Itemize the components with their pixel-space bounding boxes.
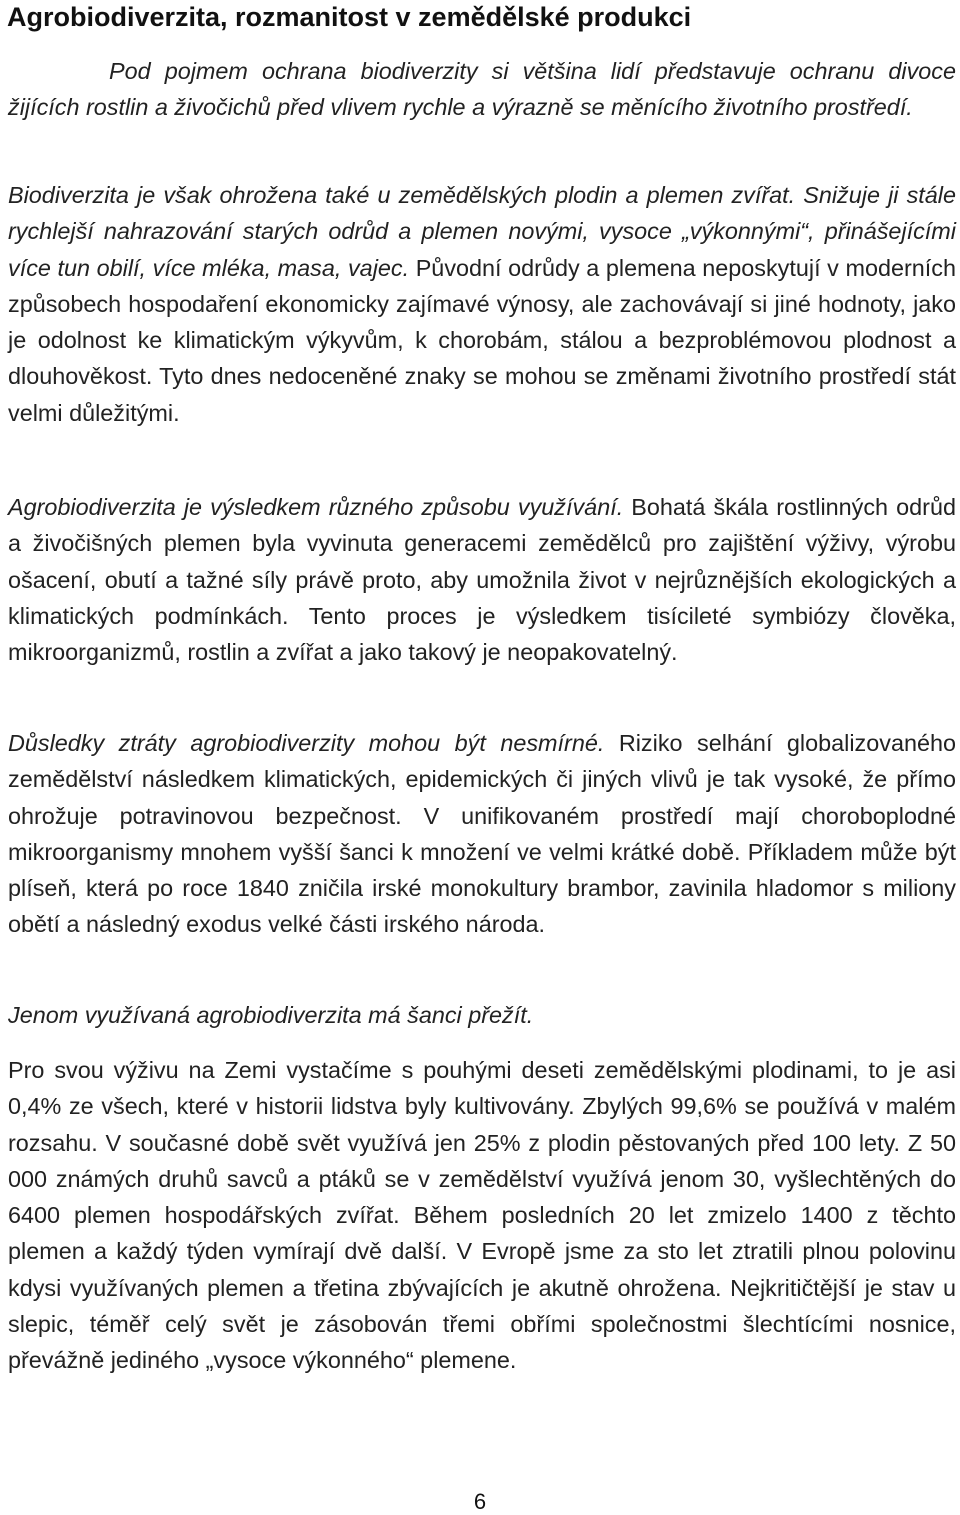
paragraph-threat-italic: Biodiverzita je však ohrožena také u zemědělských plodin a plemen zvířat. Snižuje ji stále rychlejší nahrazování starých odrůd a plemen novými, vysoce „výkonnými“, přinášejícími více tun obilí, více mléka, masa, vajec.	[8, 182, 956, 281]
paragraph-intro	[8, 53, 956, 126]
paragraph-consequences-text: Riziko selhání globalizovaného zemědělství následkem klimatických, epidemických či jiných vlivů je tak vysoké, že přímo ohrožuje potravinovou bezpečnost. V unifikovaném prostředí mají choroboplodné mikroorganismy mnohem vyšší šanci k množení ve velmi krátké době. Příkladem může být plíseň, která po roce 1840 zničila irské monokultury brambor, zavinila hladomor s miliony obětí a následný exodus velké části irského národa.	[8, 730, 956, 938]
paragraph-threat-text: Původní odrůdy a plemena neposkytují v moderních způsobech hospodaření ekonomicky zajímavé výnosy, ale zachovávají si jiné hodnoty, jako je odolnost ke klimatickým výkyvům, k chorobám, stálou a bezproblémovou plodnost a dlouhověkost. Tyto dnes nedoceněné znaky se mohou se změnami životního prostředí stát velmi důležitými.	[8, 254, 956, 426]
page-number: 6	[473, 1489, 487, 1514]
page-title: Agrobiodiverzita, rozmanitost v zemědělské produkci	[7, 2, 692, 32]
paragraph-survival-text: Jenom využívaná agrobiodiverzita má šanci přežít.	[8, 1002, 534, 1028]
paragraph-consequences	[8, 725, 956, 943]
paragraph-threat	[8, 177, 956, 431]
paragraph-usage	[8, 489, 956, 670]
paragraph-statistics-text: Pro svou výživu na Zemi vystačíme s pouhými deseti zemědělskými plodinami, to je asi 0,4% ze všech, které v historii lidstva byly kultivovány. Zbylých 99,6% se používá v malém rozsahu. V současné době svět využívá jen 25% z plodin pěstovaných před 100 lety. Z 50 000 známých druhů savců a ptáků se v zemědělství využívá jenom 30, vyšlechtěných do 6400 plemen hospodářských zvířat. Během posledních 20 let zmizelo 1400 z těchto plemen a každý týden vymírají dvě další. V Evropě jsme za sto let ztratili plnou polovinu kdysi využívaných plemen a třetina zbývajících je akutně ohrožena. Nejkritičtější je stav u slepic, téměř celý svět je zásobován třemi obřími společnostmi šlechtícími nosnice, převážně jediného „vysoce výkonného“ plemene.	[8, 1057, 956, 1374]
paragraph-survival	[8, 997, 956, 1033]
paragraph-usage-italic: Agrobiodiverzita je výsledkem různého způsobu využívání.	[8, 494, 624, 520]
paragraph-consequences-italic: Důsledky ztráty agrobiodiverzity mohou být nesmírné.	[8, 730, 605, 756]
paragraph-usage-text: Bohatá škála rostlinných odrůd a živočišných plemen byla vyvinuta generacemi zemědělců pro zajištění výživy, výrobu ošacení, obutí a tažné síly právě proto, aby umožnila život v nejrůznějších ekologických a klimatických podmínkách. Tento proces je výsledkem tisícileté symbiózy člověka, mikroorganizmů, rostlin a zvířat a jako takový je neopakovatelný.	[8, 494, 956, 666]
paragraph-statistics	[8, 1052, 956, 1379]
paragraph-intro-text: Pod pojmem ochrana biodiverzity si většina lidí představuje ochranu divoce žijících rostlin a živočichů před vlivem rychle a výrazně se měnícího životního prostředí.	[8, 58, 956, 121]
